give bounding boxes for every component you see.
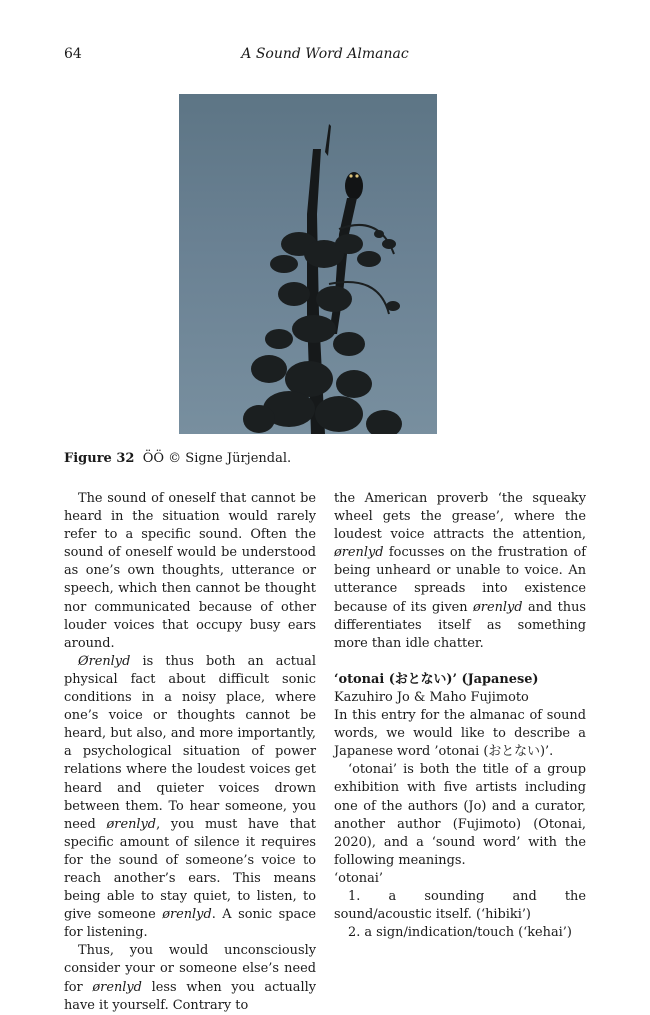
term-orenlyd-5: ørenlyd: [334, 545, 384, 561]
running-title: A Sound Word Almanac: [241, 46, 409, 62]
figure-photo: [179, 94, 437, 434]
term-orenlyd-6: ørenlyd: [473, 599, 523, 615]
right-column: [334, 490, 586, 942]
right-paragraph-1-text-b: focusses on the frustration of being unheard or unable to voice. An utterance spreads into existence because of its given: [334, 545, 586, 615]
left-paragraph-2: [64, 653, 316, 943]
right-paragraph-2: In this entry for the almanac of sound words, we would like to describe a Japanese word ’otonai (おとない)’.: [334, 708, 586, 760]
page-number: 64: [64, 46, 82, 62]
figure-caption: [64, 451, 291, 466]
term-line: ‘otonai’: [334, 870, 384, 886]
left-column: [64, 490, 316, 1015]
term-orenlyd: Ørenlyd: [78, 653, 131, 669]
meaning-item-1: 1. a sounding and the sound/acoustic itself. (‘hibiki’): [334, 888, 586, 923]
right-paragraph-1-text-a: the American proverb ‘the squeaky wheel gets the grease’, where the loudest voice attracts the attention,: [334, 491, 586, 543]
right-paragraph-3: ‘otonai’ is both the title of a group exhibition with five artists including one of the authors (Jo) and a curator, another author (Fujimoto) (Otonai, 2020), and a ‘sound word’ with the following meanings.: [334, 762, 586, 868]
right-paragraph-1: [334, 490, 586, 653]
left-paragraph-1: The sound of oneself that cannot be heard in the situation would rarely refer to a specific sound. Often the sound of oneself would be understood as one’s own thoughts, utterance or speech, which then cannot be thought nor communicated because of other louder voices that occupy busy ears around.: [64, 491, 316, 651]
right-paragraph-1-text-c: and thus differentiates itself as something more than idle chatter.: [334, 599, 586, 651]
figure-label: Figure 32: [64, 451, 135, 466]
left-paragraph-3: [64, 942, 316, 1014]
left-paragraph-2-text-a: is thus both an actual physical fact about difficult sonic conditions in a noisy place, where one’s voice or thoughts cannot be heard, but also, and more importantly, a psychological situation of power relations where the loudest voices get heard and quieter voices drown between them. To hear someone, you need: [64, 653, 316, 832]
left-paragraph-2-text-c: . A sonic space for listening.: [64, 907, 316, 941]
entry-title: ‘otonai (おとない)’ (Japanese): [334, 671, 539, 687]
figure-caption-text: ÖÖ © Signe Jürjendal.: [142, 451, 292, 466]
entry-authors: Kazuhiro Jo & Maho Fujimoto: [334, 689, 529, 705]
left-paragraph-3-text-a: Thus, you would unconsciously consider your or someone else’s need for: [64, 943, 316, 995]
term-orenlyd-2: ørenlyd: [106, 816, 157, 832]
left-paragraph-3-text-b: less when you actually have it yourself. Contrary to: [64, 979, 316, 1013]
owl-silhouette-illustration: [179, 94, 437, 434]
term-orenlyd-4: ørenlyd: [92, 979, 142, 995]
term-orenlyd-3: ørenlyd: [162, 907, 212, 923]
meaning-item-2: 2. a sign/indication/touch (‘kehai’): [348, 925, 572, 941]
left-paragraph-2-text-b: , you must have that specific amount of silence it requires for the sound of someone’s voice to reach another’s ears. This means being able to stay quiet, to listen, to give someone: [64, 816, 316, 923]
